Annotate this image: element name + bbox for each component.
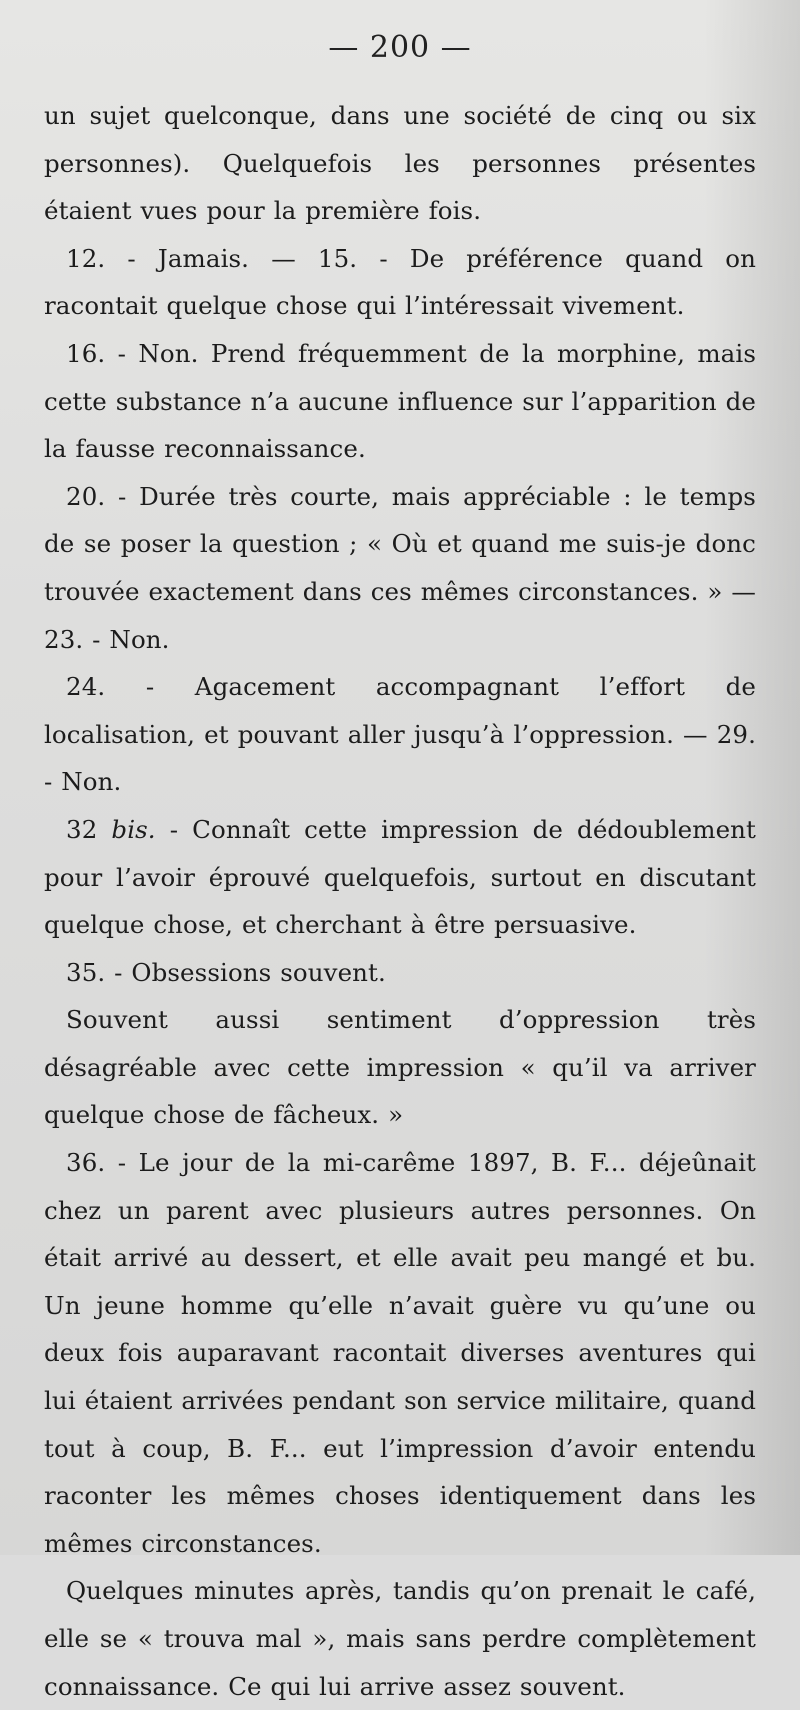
paragraph-6-text: - Connaît cette impression de dédoublement pour l’avoir éprouvé quelquefois, surtout en discutant quelque chose, et cherchant à être persuasive.	[44, 814, 756, 940]
page-number: — 200 —	[328, 30, 472, 65]
paragraph-6-bis: bis.	[111, 814, 156, 844]
paragraph-1: un sujet quelconque, dans une société de cinq ou six personnes). Quelquefois les personnes présentes étaient vues pour la première fois.	[44, 101, 756, 226]
paragraph-2: 12. - Jamais. — 15. - De préférence quand on racontait quelque chose qui l’intéressait vivement.	[44, 243, 756, 321]
paragraph-3: 16. - Non. Prend fréquemment de la morphine, mais cette substance n’a aucune influence sur l’apparition de la fausse reconnaissance.	[44, 338, 756, 464]
paragraph-8: Souvent aussi sentiment d’oppression très désagréable avec cette impression « qu’il va arriver quelque chose de fâcheux. »	[44, 1005, 756, 1130]
paragraph-6-number: 32	[66, 814, 112, 844]
paragraph-6	[44, 806, 756, 949]
paragraph-5: 24. - Agacement accompagnant l’effort de localisation, et pouvant aller jusqu’à l’oppression. — 29. - Non.	[44, 672, 756, 797]
paragraph-9: 36. - Le jour de la mi-carême 1897, B. F... déjeûnait chez un parent avec plusieurs autres personnes. On était arrivé au dessert, et elle avait peu mangé et bu. Un jeune homme qu’elle n’avait guère vu qu’une ou deux fois auparavant racontait diverses aventures qui lui étaient arrivées pendant son service militaire, quand tout à coup, B. F... eut l’impression d’avoir entendu raconter les mêmes choses identiquement dans les mêmes circonstances.	[44, 1148, 756, 1558]
page-body	[44, 92, 756, 1710]
paragraph-4: 20. - Durée très courte, mais appréciable : le temps de se poser la question ; « Où et quand me suis-je donc trouvée exactement dans ces mêmes circonstances. » — 23. - Non.	[44, 481, 756, 654]
paragraph-10: Quelques minutes après, tandis qu’on prenait le café, elle se « trouva mal », mais sans perdre complètement connaissance. Ce qui lui arrive assez souvent.	[44, 1576, 756, 1701]
paragraph-7: 35. - Obsessions souvent.	[66, 957, 386, 987]
